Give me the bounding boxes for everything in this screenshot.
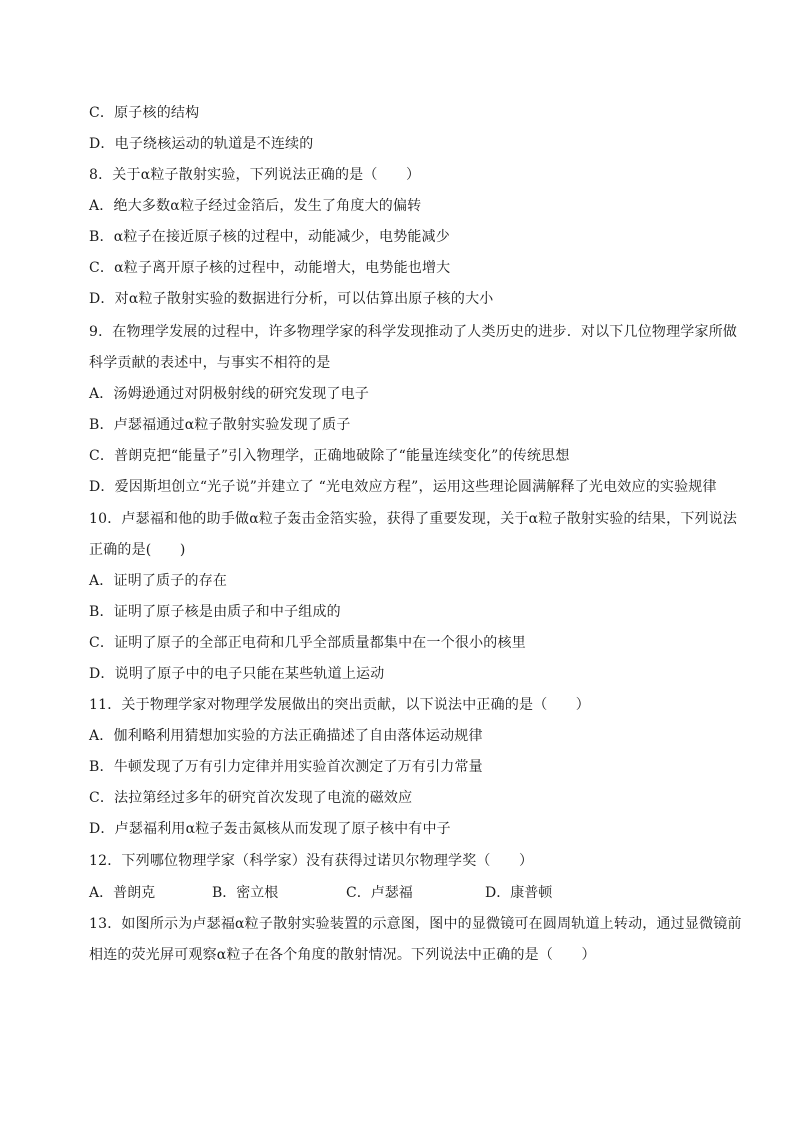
q8-option-b: B．α粒子在接近原子核的过程中，动能减少，电势能减少 [89, 229, 450, 245]
q7-option-c: C．原子核的结构 [89, 105, 200, 121]
q12-stem: 12．下列哪位物理学家（科学家）没有获得过诺贝尔物理学奖（ ） [89, 853, 534, 869]
q13-stem-line2: 相连的荧光屏可观察α粒子在各个角度的散射情况。下列说法中正确的是（ ） [89, 947, 596, 963]
q13-stem-line1: 13．如图所示为卢瑟福α粒子散射实验装置的示意图，图中的显微镜可在圆周轨道上转动，通过显微镜前 [89, 916, 742, 932]
q10-option-d: D．说明了原子中的电子只能在某些轨道上运动 [89, 666, 385, 682]
q12-option-c: C．卢瑟福 [346, 885, 413, 901]
q11-option-c: C．法拉第经过多年的研究首次发现了电流的磁效应 [89, 790, 413, 806]
q10-option-c: C．证明了原子的全部正电荷和几乎全部质量都集中在一个很小的核里 [89, 635, 526, 651]
q11-option-a: A．伽利略利用猜想加实验的方法正确描述了自由落体运动规律 [89, 728, 483, 744]
q12-option-b: B．密立根 [212, 885, 279, 901]
q8-option-a: A．绝大多数α粒子经过金箔后，发生了角度大的偏转 [89, 198, 422, 214]
q9-option-b: B．卢瑟福通过α粒子散射实验发现了质子 [89, 417, 351, 433]
q10-stem-line1: 10．卢瑟福和他的助手做α粒子轰击金箔实验，获得了重要发现，关于α粒子散射实验的结果，下列说法 [89, 511, 738, 527]
q9-option-d: D．爱因斯坦创立“光子说”并建立了 “光电效应方程”，运用这些理论圆满解释了光电效应的实验规律 [89, 479, 717, 495]
q9-stem-line1: 9．在物理学发展的过程中，许多物理学家的科学发现推动了人类历史的进步．对以下几位物理学家所做 [89, 324, 738, 340]
q11-stem: 11．关于物理学家对物理学发展做出的突出贡献，以下说法中正确的是（ ） [89, 697, 591, 713]
q8-option-c: C．α粒子离开原子核的过程中，动能增大，电势能也增大 [89, 260, 451, 276]
q8-option-d: D．对α粒子散射实验的数据进行分析，可以估算出原子核的大小 [89, 291, 494, 307]
q12-option-a: A．普朗克 [89, 885, 156, 901]
q9-option-c: C．普朗克把“能量子”引入物理学，正确地破除了“能量连续变化”的传统思想 [89, 448, 570, 464]
q9-option-a: A．汤姆逊通过对阴极射线的研究发现了电子 [89, 386, 370, 402]
q8-stem: 8．关于α粒子散射实验，下列说法正确的是（ ） [89, 167, 421, 183]
q9-stem-line2: 科学贡献的表述中，与事实不相符的是 [89, 355, 331, 371]
q10-stem-line2: 正确的是( ) [89, 542, 186, 558]
q10-option-a: A．证明了质子的存在 [89, 573, 228, 589]
q11-option-b: B．牛顿发现了万有引力定律并用实验首次测定了万有引力常量 [89, 759, 483, 775]
q11-option-d: D．卢瑟福利用α粒子轰击氮核从而发现了原子核中有中子 [89, 821, 451, 837]
q10-option-b: B．证明了原子核是由质子和中子组成的 [89, 604, 341, 620]
q7-option-d: D．电子绕核运动的轨道是不连续的 [89, 136, 314, 152]
q12-option-d: D．康普顿 [485, 885, 553, 901]
